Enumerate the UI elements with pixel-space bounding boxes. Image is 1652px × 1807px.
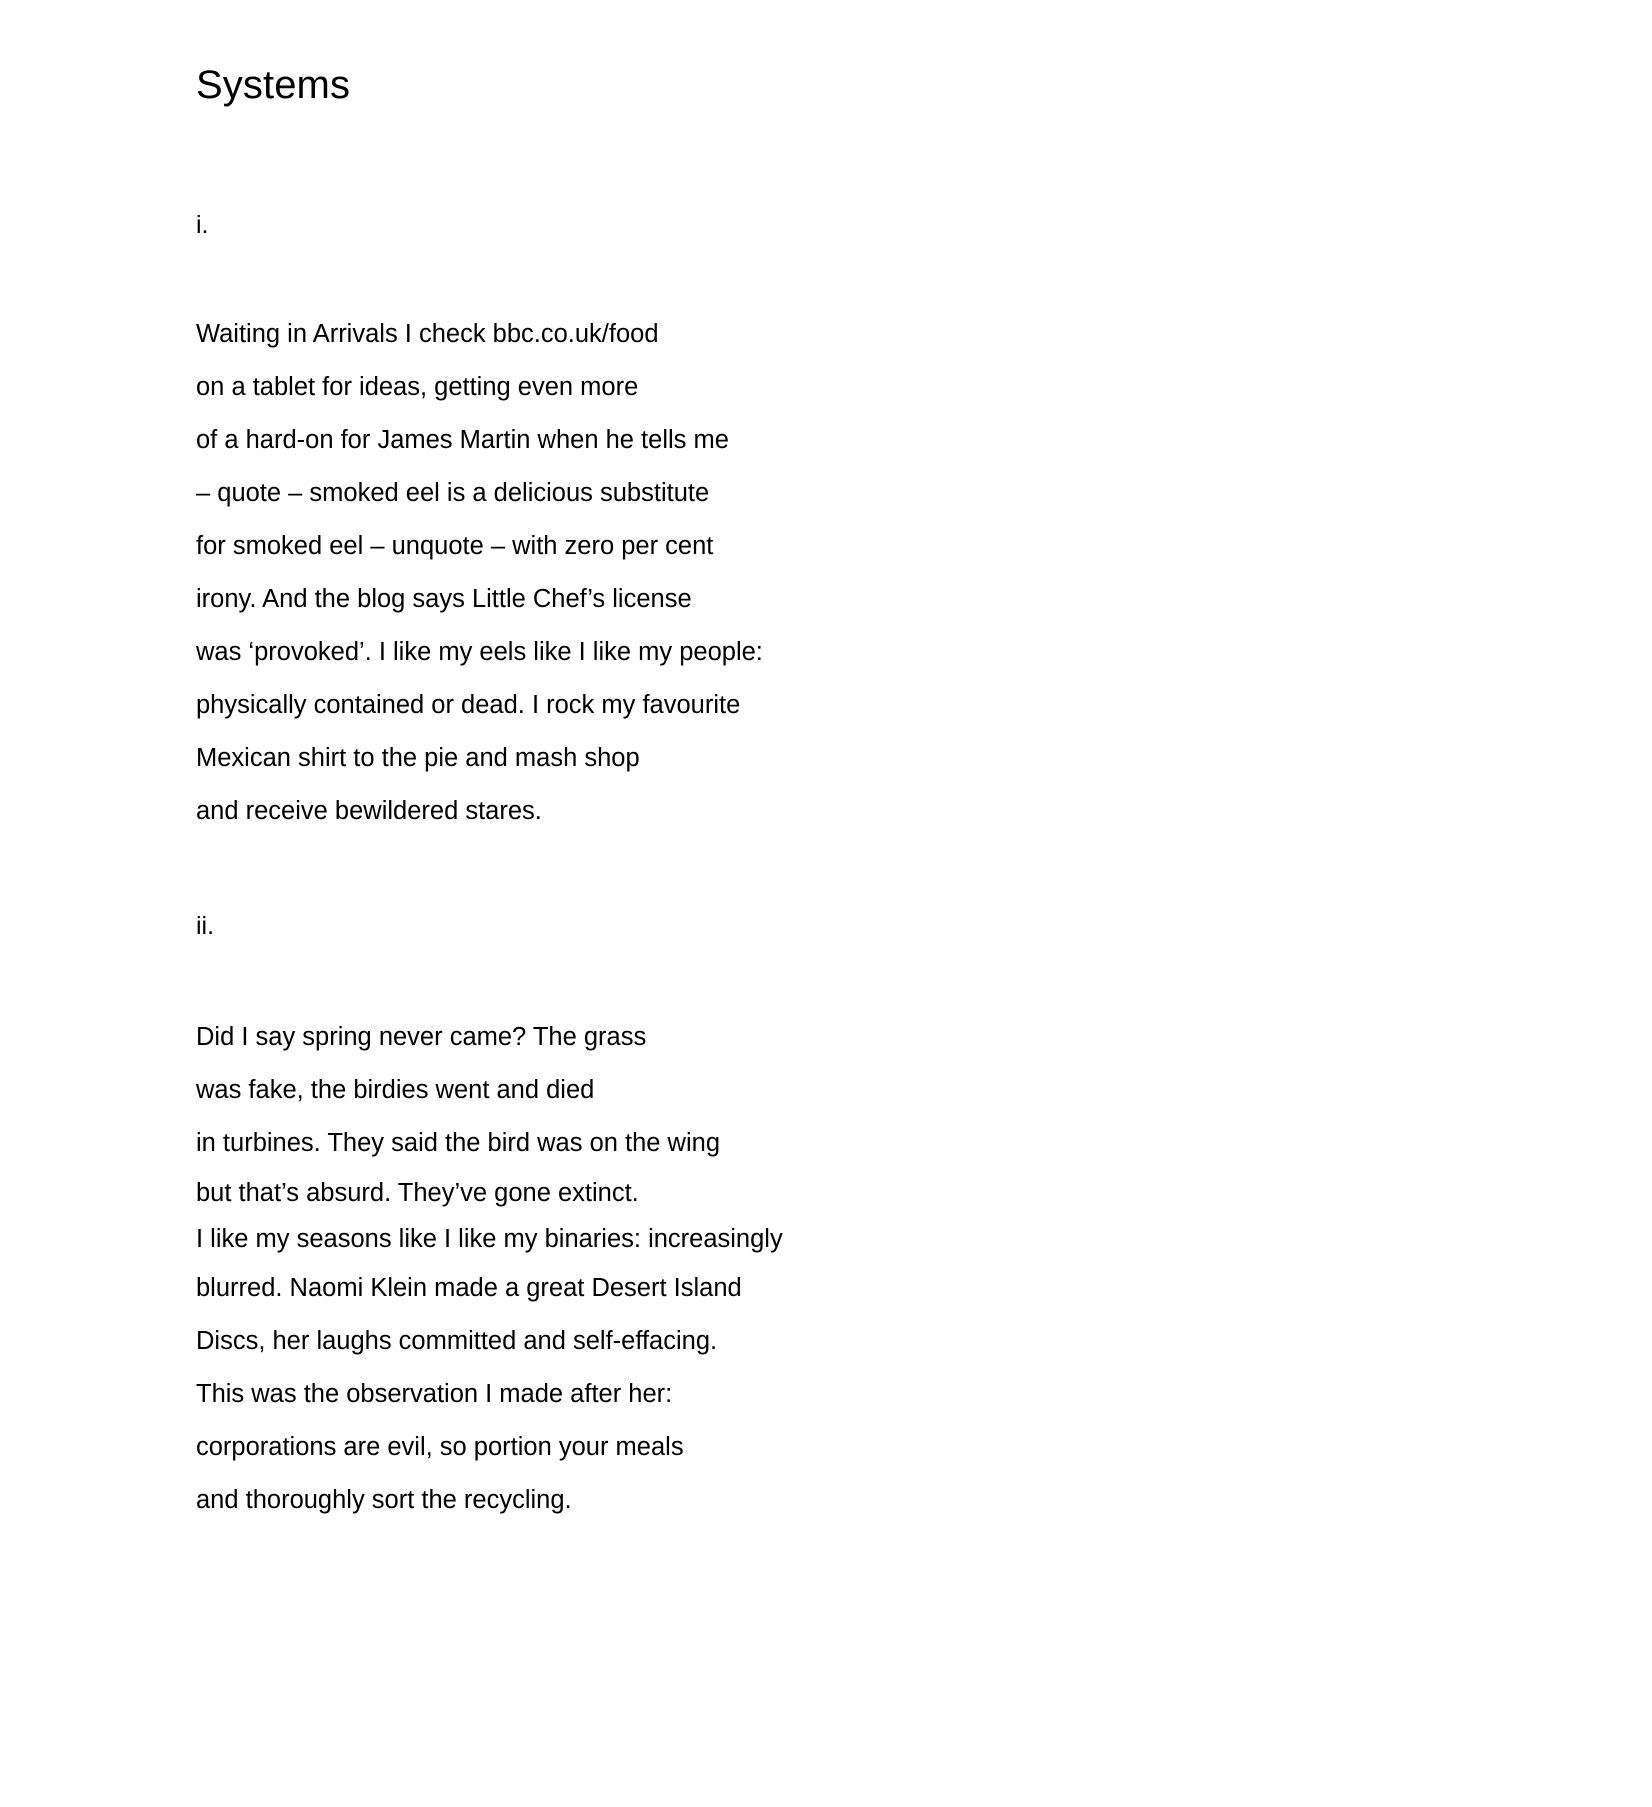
poem-line: Did I say spring never came? The grass (196, 1023, 647, 1051)
section-marker-ii: ii. (196, 912, 215, 940)
poem-line: but that’s absurd. They’ve gone extinct. (196, 1179, 639, 1207)
section-marker-i: i. (196, 211, 209, 239)
poem-line: physically contained or dead. I rock my favourite (196, 691, 741, 719)
poem-line: was ‘provoked’. I like my eels like I like my people: (196, 638, 763, 666)
stanza-two (196, 1011, 1096, 1527)
poem-line: and thoroughly sort the recycling. (196, 1486, 572, 1514)
poem-line: and receive bewildered stares. (196, 797, 542, 825)
poem-line: was fake, the birdies went and died (196, 1076, 595, 1104)
poem-line: of a hard-on for James Martin when he tells me (196, 426, 729, 454)
poem-line: Discs, her laughs committed and self-effacing. (196, 1327, 718, 1355)
stanza-one (196, 308, 1096, 838)
poem-line: I like my seasons like I like my binaries: increasingly (196, 1225, 783, 1253)
poem-line: on a tablet for ideas, getting even more (196, 373, 639, 401)
poem-line: blurred. Naomi Klein made a great Desert Island (196, 1274, 742, 1302)
poem-line: Mexican shirt to the pie and mash shop (196, 744, 640, 772)
poem-line: for smoked eel – unquote – with zero per cent (196, 532, 714, 560)
poem-section-two (196, 914, 1096, 1527)
poem-line: This was the observation I made after her: (196, 1380, 673, 1408)
poem-body (196, 62, 1096, 1527)
poem-section-one (196, 213, 1096, 838)
poem-line: in turbines. They said the bird was on the wing (196, 1129, 720, 1157)
poem-line: corporations are evil, so portion your meals (196, 1433, 684, 1461)
poem-line: – quote – smoked eel is a delicious substitute (196, 479, 710, 507)
poem-line: irony. And the blog says Little Chef’s license (196, 585, 692, 613)
page-title: Systems (196, 63, 351, 107)
poem-line: Waiting in Arrivals I check bbc.co.uk/food (196, 320, 659, 348)
